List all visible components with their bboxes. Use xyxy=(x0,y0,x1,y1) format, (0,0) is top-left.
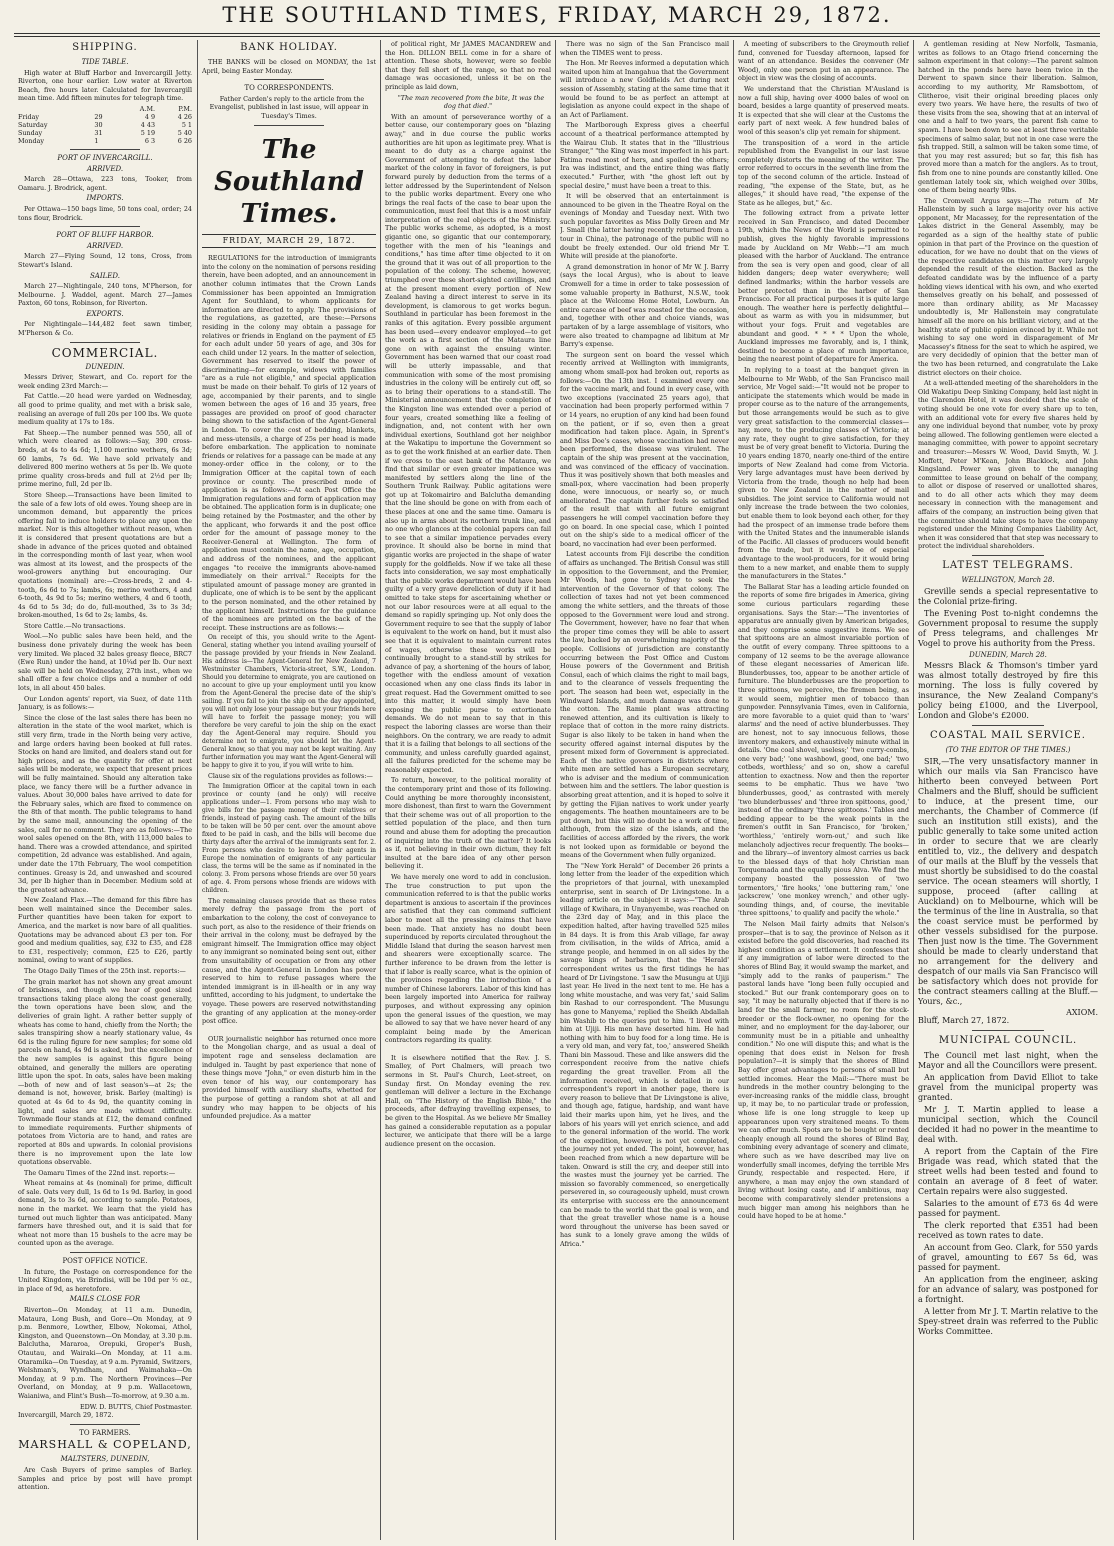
column-rule xyxy=(555,40,556,1540)
arrived-label: ARRIVED. xyxy=(86,164,124,173)
port-invercargill-imports: Per Ottawa—150 bags lime, 50 tons coal, order; 24 tons flour, Brodrick. xyxy=(18,204,192,222)
column-leader xyxy=(202,40,376,1540)
port-bluff-sailed: March 27—Nightingale, 240 tons, M'Pherson, for Melbourne. J. Waddel, agent. March 27—James Paxton, 60 tons, Robinson, for Riverton. xyxy=(18,282,192,308)
tide-am: 6 3 xyxy=(144,136,156,145)
tide-intro: High water at Bluff Harbor and Invercargill Jetty. Riverton, one hour earlier. Low water at Riverton Beach, five hours later. Calculated for Invercargill mean time. Add fifteen minutes for telegraph time. xyxy=(18,68,192,103)
correspondents-heading: TO CORRESPONDENTS. xyxy=(244,84,334,93)
news-paragraph: The Nelson Mail fairly admits that Nelson's prosper—that is to say, the province of Nelson as it existed before the gold discoveries, had reached its highest condition as a settlement. It confesses that if any immigration of labor were directed to the shores of Blind Bay, it would swamp the market, and "simply add to the ranks of pauperism." The pastoral lands have "long been fully occupied and stocked." But our frank contemporary goes on to say, "it may be naturally objected that if there is no land for the small farmer, no room for the stock-breeder or the flock-owner, no opening for the miner, and no employment for the day-laborer, our community must be in a pitiable and unhealthy condition." No one will dispute this; and what is the opening that does exist in Nelson for fresh population?—it is simply that the shores of Blind Bay offer great advantages to persons of small but settled incomes. Hear the Mail:—"There must be hundreds in the mother country belonging to the ever-increasing ranks of the middle class, brought up, it may be, to no particular trade or profession, whose life is one long struggle to keep up appearances upon very straitened means. To them we can offer much. Spots are to be bought or rented cheaply enough all round the shores of Blind Bay, combining every advantage of scenery and climate, where such as we have described may live on wonderfully small incomes, defying the terrible Mrs Grundy, respectable and respected. Here, if anywhere, a man may enjoy the own standard of living without losing caste, and if ambitious, may become with comparatively slender pretensions a much bigger man among his neighbors than he could have hoped to be at home." xyxy=(738,919,909,1221)
port-bluff-arrived: March 27—Flying Sound, 12 tons, Cross, from Stewart's Island. xyxy=(18,252,192,269)
dunedin-label: DUNEDIN. xyxy=(85,362,125,371)
telegrams-heading: LATEST TELEGRAMS. xyxy=(942,560,1074,572)
mails-close-label: MAILS CLOSE FOR xyxy=(69,1295,141,1304)
council-paragraph: Salaries to the amount of £73 6s 4d were passed for payment. xyxy=(918,1199,1098,1218)
marshall-copeland-ad: Are Cash Buyers of prime samples of Barley. Samples and price by post will have prompt attention. xyxy=(18,1465,192,1492)
sailed-label: SAILED. xyxy=(90,271,120,280)
tide-pm: 5 1 xyxy=(181,120,192,129)
news-paragraph: Latest accounts from Fiji describe the condition of affairs as unchanged. The British Consul was still in opposition to the Government, and the Premier, Mr Woods, had gone to Sydney to seek the intervention of the Governor of that colony. The collection of taxes had not yet been commenced among the white settlers, and the threats of those opposed to the Government were loud and strong. The Government, however, have no fear that when the proper time comes they will be able to assert the law, backed by an overwhelming majority of the people. Collisions of jurisdiction are constantly occurring between the Post Office and Custom House powers of the Government and British Consul, each of which claims the right to mail bags, and to the clearance of vessels frequenting the port. The season had been wet, especially in the Windward Islands, and much damage was done to the cotton. The Ramie plant was attracting renewed attention, and its cultivation is likely to replace that of cotton in the more rainy districts. Sugar is also likely to be taken in hand when the security offered against internal disputes by the present mixed form of Government is appreciated. Each of the native governors in districts where white men are settled has a European secretary, who is adviser and the medium of communication between him and the settlers. The labor question is absorbing great attention, and it is hoped to solve it by getting the Fijian natives to work under yearly engagements. The heathen mountaineers are to be put down, but this will no doubt be a work of time, although, from the size of the islands, and the facilities of access afforded by the rivers, the work is not looked upon as formidable or beyond the means of the Government when fully organized. xyxy=(560,550,729,860)
column-rule xyxy=(197,40,198,1540)
column-rule xyxy=(913,40,914,1540)
commercial-paragraph: Fat Sheep.—The number penned was 550, all of which were cleared as follows:—Say, 390 cross-breds, at 4s to 4s 6d; 1,100 merino wethers, 6s 3d; 60 lambs, 7s 6d. We have sold privately and delivered 800 merino wethers at 5s per lb. We quote prime quality cross-breds and full at 2½d per lb; prime merino, full, 2d per lb. xyxy=(18,428,192,489)
tide-table xyxy=(18,105,192,145)
port-invercargill-arrived: March 28—Ottawa, 223 tons, Tooker, from Oamaru. J. Brodrick, agent. xyxy=(18,175,192,192)
post-office-heading: POST OFFICE NOTICE. xyxy=(62,1257,148,1266)
table-row xyxy=(18,113,192,121)
maltsters-label: MALTSTERS, DUNEDIN, xyxy=(60,1455,150,1464)
coastal-mail-subheading: (TO THE EDITOR OF THE TIMES.) xyxy=(945,746,1071,755)
article-paragraph: To return, however, to the political morality of the contemporary print and those of its following. Could anything be more thoroughly inconsistent, more dishonest, than first to warn the Government that their scheme was out of all proportion to the settled population of the place, and then turn round and abuse them for adopting the precaution of inquiring into the truth of the matter? It looks as if, not believing in their own dictum, they felt insulted at the bare idea of any other person believing it. xyxy=(385,776,551,871)
tide-date: 29 xyxy=(94,112,103,121)
commercial-paragraph: The Otago Daily Times of the 25th inst. reports:— xyxy=(24,967,186,976)
divider xyxy=(972,555,1044,556)
column-rule xyxy=(733,40,734,1540)
tide-day: Monday xyxy=(18,136,45,145)
divider xyxy=(70,342,140,343)
bank-holiday-notice: THE BANKS will be closed on MONDAY, the 1st April, being Easter Monday. xyxy=(202,58,376,75)
council-paragraph: Mr J. T. Martin applied to lease a municipal section, which the Council decided it had no power in the meantime to deal with. xyxy=(918,1105,1098,1144)
divider xyxy=(272,1030,307,1031)
council-paragraph: An application from David Elliot to take gravel from the municipal property was granted. xyxy=(918,1073,1098,1102)
news-paragraph: The Marlborough Express gives a cheerful account of a theatrical performance attempted by the Wairau Club. It states that in the "Illustrious Stranger," "the King was most imperfect in his part. Fatima read most of hers, and spoiled the others; Ira was indistinct, and the entire thing was flatly executed." Further, with "the ghost left out by special desire," must have been a treat to this. xyxy=(560,121,729,190)
news-paragraph: The "New York Herald" of December 26 prints a long letter from the leader of the expedition which the proprietors of that journal, with unexampled enterprise, sent in search of Dr Livingstone. In a leading article on the subject it says:—"The Arab village of Kwihara, in Unyanyembe, was reached on the 23rd day of May, and in this place the expedition halted, after having travelled 525 miles in 84 days. It is from this Arab village, far away from civilisation, in the wilds of Africa, amid a strange people, and hemmed in on all sides by the savage kings of barbarism, that the 'Herald' correspondent writes us the first tidings he has heard of Dr Livingstone. 'I saw the Musungu at Ujiji last year. He lived in the next tent to me. He has a long white moustache, and was very fat,' said Salim bin Rashad to our correspondent. 'The Musungu has gone to Manyema,' replied the Sheikh Abdallah bin Washib to the queries put to him. 'I lived with him at Ujiji. His men have deserted him. He had nothing with him to buy food for a long time. He is a very old man, and very fat, too,' answered Sheikh Thani bin Massoud. These and like answers did the correspondent receive from the native chiefs regarding the great traveller. From all the information received, which is detailed in our correspondent's report in another page, there is every reason to believe that Dr Livingstone is alive, and though age, fatigue, hardship, and want have laid their marks upon him, yet he lives, and the labors of his years will yet enrich science, and add to the general information of the world. The work of the expedition, however, is not yet completed, the journey not yet ended. The point, however, has been reached from which a new departure will be taken. Onward is still the cry, and deeper still into the wastes must the journey yet be carried. The mission so favorably commenced, so energetically persevered in, so courageously upheld, must crown its enterprise with success ere the announcement can be made to the world that the goal is won, and that the great traveller whose name is a house word throughout the universe has been saved or has sunk to a lonely grave among the wilds of Africa." xyxy=(560,861,729,1248)
tide-col-am: A.M. xyxy=(139,104,156,113)
commercial-paragraph: Fat Cattle.—20 head were yarded on Wednesday, all good to prime quality, and met with a brisk sale, realising an average of full 20s per 100 lbs. We quote medium quality at 17s to 18s. xyxy=(18,392,192,427)
news-paragraph: The Hon. Mr Reeves informed a deputation which waited upon him at Inangahua that the Government will introduce a new Goldfields Act during next session of Assembly, stating at the same time that it would be found to be as perfect an attempt at legislation as anyone could expect in the shape of an Act of Parliament. xyxy=(560,59,729,119)
leader-paragraph: REGULATIONS for the introduction of immigrants into the colony on the nomination of persons residing therein, have been adopted, and an announcement in another column intimates that the Crown Lands Commissioner has been appointed an Immigration Agent for Southland, to whom applicants for information are directed to apply. The provisions of the regulations, as gazetted, are these:—Persons residing in the colony may obtain a passage for relatives or friends in England on the payment of £5 for each adult under 50 years of age, and 30s for each child under 12 years. In the matter of selection, Government has reserved to itself the power of discriminating—for example, widows with families "are as a rule not eligible," and special application must be made on their behalf. To girls of 12 years of age, accompanied by their parents, and to single women between the ages of 16 and 35 years, free passages are provided on proof of good character being shown to the satisfaction of the Agent-General in London. To cover the cost of bedding, blankets, and mess-utensils, a charge of 25s per head is made before embarkation. The application to nominate friends or relatives for a passage can be made at any money-order office in the colony, or to the Immigration Officer at the capital town of each province or county. The prescribed mode of application is as follows:—At each Post Office the Immigration regulations and form of application may be obtained. The application form is in duplicate; one being retained by the Postmaster, and the other by the applicant, who forwards it and the post office order for the amount of passage money to the Receiver-General at Wellington. The form of application must contain the name, age, occupation, and address of the nominees, and the applicant engages "to receive the immigrants above-named immediately on their arrival." Receipts for the stipulated amount of passage money are granted in duplicate, one of which is to be sent by the applicant to the person nominated, and the other retained by the applicant himself. Instructions for the guidance of the nominees are printed on the back of the receipt. These instructions are as follows:— xyxy=(202,254,376,632)
post-office-paragraph: In future, the Postage on correspondence for the United Kingdom, via Brindisi, will be 10d per ½ oz., in place of 9d, as heretofore. xyxy=(18,1267,192,1293)
divider xyxy=(70,226,140,227)
column-shipping-commercial xyxy=(18,40,192,1540)
coastal-mail-heading: COASTAL MAIL SERVICE. xyxy=(930,730,1086,742)
news-paragraph: In replying to a toast at the banquet given in Melbourne to Mr Webb, of the San Francisco mail service, Mr Vogel said:—"It would not be proper to anticipate the statements which would be made in proper course as to the nature of the arrangements, but those arrangements would be such as to give very great satisfaction to the commercial classes—nay, more, to the producing classes of Victoria; at any rate, they ought to give satisfaction, for they must be of very great benefit to Victoria. During the 10 years ending 1870, nearly one-third of the entire imports of New Zealand had come from Victoria. Very large advantages must have been derived by Victoria from the trade, though no help had been given to New Zealand in the matter of mail subsidies. The joint service to California would not only increase the trade between the two colonies, but enable them to look beyond each other, for they had the prospect of an immense trade before them with the United States and the innumerable islands of the Pacific. All classes of producers would benefit from the trade, but it would be of especial advantage to the wool-producers, for it would bring them to a new market, and enable them to supply the manufacturers in the States." xyxy=(738,365,909,581)
masthead-rule-2 xyxy=(14,36,1100,37)
leader-clause: The Immigration Officer at the capital town in each province or county (and he only) will receive applications under—1. From persons who may wish to give bills for the passage money of their relatives or friends, instead of paying cash. The amount of the bills to be taken will be 50 per cent. over the amount above fixed to be paid in cash, and the bills will become due thirty days after the arrival of the immigrants sent for. 2. From persons who desire to leave to their agents in Europe the nomination of emigrants of any particular class, the terms will be the same as if nominated in the colony. 3. From persons whose friends are over 50 years of age. 4. From persons whose friends are widows with children. xyxy=(202,782,376,894)
post-office-signature: EDW. D. BUTTS, Chief Postmaster. xyxy=(79,1402,192,1411)
divider xyxy=(70,1252,140,1253)
leader-instructions: On receipt of this, you should write to the Agent-General, stating whether you intend availing yourself of the passage provided by your friends in New Zealand. His address is—The Agent-General for New Zealand, 7 Westminster Chambers, Victoria-street, S.W., London. Should you determine to emigrate, you are cautioned on no account to give up your employment until you know from the Agent-General the precise date of the ship's sailing. If you fail to join the ship on the day appointed, you will not only lose your passage but your friends here will have to forfeit the passage money; you will therefore be very careful to join the ship on the exact day the Agent-General may require. Should you determine not to emigrate, you should let the Agent-General know, so that you may not be kept waiting. Any further information you may want the Agent-General will be happy to give it to you, if you will write to him. xyxy=(202,634,376,770)
news-paragraph: At a well-attended meeting of the shareholders in the Old Wakatipu Deep Sinking Company, held last night in the Clarendon Hotel, it was decided that the scale of voting should be one vote for every share up to ten, with an additional vote for every five shares held by any one individual beyond that number, vote by proxy being allowed. The following gentlemen were elected a managing committee, with power to appoint secretary and treasurer:—Messrs W. Wood, David Smyth, W. J. Moffett, Peter M'Kean, John Blacklock, and John Kingsland. Power was given to the managing committee to lease ground on behalf of the company, to allot or dispose of reserved or unallotted shares, and to do all other acts which they may deem necessary in connection with the management and affairs of the company, an instruction being given that the committee should take steps to have the company registered under the Mining Companies Liability Act, when it was considered that that step was necessary to protect the individual shareholders. xyxy=(918,379,1098,551)
divider xyxy=(254,125,324,126)
article-paragraph: With an amount of perseverance worthy of a better cause, our contemporary goes on "blazing away," and in due course the public works authorities are hit upon as legitimate prey. What is meant to do duty as a charge against the Government of attempting to defeat the labor market of the colony in favor of foreigners, is put forward purely by deduction from the terms of a letter addressed by the Superintendent of Nelson to the public works department. Every one who brings the real facts of the case to bear upon the communication, must feel that this is a most unfair interpretation of the real objects of the Ministry. The public works scheme, as adopted, is a most gigantic one, so gigantic that our contemporary, together with the men of his "leanings and conditions," has time after time objected to it on the ground that it was out of all proportion to the population of the colony. The scheme, however, triumphed over these short-sighted cavillings, and at the present moment every portion of New Zealand having a direct interest to serve in its development, is clamorous to get works begun. Southland in particular has been foremost in the ranks of this agitation. Every possible argument has been used—every endeavor employed—to get the work as a first section of the Mataura line gone on with against the ensuing winter. Government has been warned that our coast road will be utterly impassable, and that communication with some of the most promising industries in the colony will be entirely cut off, so as to bring their operations to a stand-still. The Ministerial announcement that the completion of the Kingston line was extended over a period of four years, created something like a feeling of indignation, and, not content with her own individual exertions, Southland got her neighbor at the Wakatipu to importune the Government so as to get the work finished at an earlier date. Then if we cross to the east bank of the Mataura, we find that similar or even greater impatience was manifested by settlers along the line of the Southern Trunk Railway. Public agitations were got up at Tokomairiro and Balclutha demanding that the line should be gone on with from each of these places at one and the same time. Oamaru is also up in arms about its northern trunk line, and no one who glances at the colonial papers can fail to see that a similar impatience pervades every province. It should also be borne in mind that gigantic works are projected in the shape of water supply for the goldfields. Now if we take all these facts into consideration, we say most emphatically that the public works department would have been guilty of a very grave dereliction of duty if it had omitted to take steps for ascertaining whether or not our labor resources were at all equal to the demand so rapidly springing up. Not only does the Government require to see that the supply of labor is equivalent to the work on hand, but it must also see that it is equivalent to maintain current rates of wages, otherwise these works will be continually brought to a stand-still by strikes for advance of pay, a shortening of the hours of labor, together with the endless amount of vexation occasioned when any one class finds its labor in great request. Had the Government omitted to see into this matter, it would simply have been exposing the public purse to extortionate demands. We do not mean to say that in this respect the laboring classes are worse than their neighbors. On the contrary, we are ready to admit that it is a failing that belongs to all sections of the community, and unless carefully guarded against, all the failures predicted for the scheme may be reasonably expected. xyxy=(385,112,551,774)
letter-paragraph: SIR,—The very unsatisfactory manner in which our mails via San Francisco have hitherto been conveyed between Port Chalmers and the Bluff, should be sufficient to induce, at the present time, our merchants, the Chamber of Commerce (if such an institution still exists), and the public generally to take some united action in order to secure that we are clearly entitled to, viz., the delivery and despatch of our mails at the Bluff by the vessels that must shortly be subsidised to do the coastal service. The ocean steamers will shortly, I suppose, proceed (after calling at Auckland) on to Melbourne, which will be the terminus of the line in Australia, so that the coast service must be performed by other vessels subsidised for the purpose. Then just now is the time. The Government should be made to clearly understand that no arrangement for the delivery and despatch of our mails via San Francisco will be satisfactory which does not provide for the contract steamers calling at the Bluff.—Yours, &c., xyxy=(918,756,1098,1006)
news-paragraph: The transposition of a word in the article republished from the Evangelist in our last issue completely distorts the meaning of the writer. The error referred to occurs in the seventh line from the top of the second column of the article. Instead of reading, "the expense of the State, but, as he alleges," it should have read, "the expense of the State as he alleges, but," &c. xyxy=(738,138,909,207)
port-bluff-heading: PORT OF BLUFF HARBOR. xyxy=(56,231,154,240)
council-paragraph: A letter from Mr J. T. Martin relative to the Spey-street drain was referred to the Public Works Committee. xyxy=(918,1307,1098,1336)
divider xyxy=(70,1424,140,1425)
column-local-news xyxy=(560,40,729,1540)
port-bluff-exports: Per Nightingale—144,482 feet sawn timber, M'Pherson & Co. xyxy=(18,320,192,338)
divider xyxy=(451,1049,484,1050)
news-paragraph: The Ballarat Star has a leading article founded on the reports of some fire brigades in America, giving some curious particulars regarding these organisations. Says the Star:—"The inventories of apparatus are annually given by American brigades, and they comprise some suggestive items. We see that spittoons are an almost invariable portion of the outfit of every company. Three spittoons to a company of 12 seems to be the average allowance of these elegant necessaries of American life. Blunderbusses, too, appear to be another article of furniture. The blunderbusses are the proportion to three spittoons, we perceive, the firemen being, as it would seem, mightier men of tobacco than gunpowder. Pennsylvania Times, even in California, are more favorable to a quiet quid than to 'wars' alarms' and the need of active blunderbusses. They are honest, not to say innocuous fellows, those inventory makers, and exhaustively minute withal in details. 'One coal shovel, useless;' 'two curry-combs, one very bad;' 'one washbowl, good, one bad;' 'two cotbeds, worthless;' and so on, show a careful attention to exactness. Now and then the reporter seems to be emphatic. Thus we have 'two blunderbusses, good,' as contrasted with merely 'two blunderbusses' and 'three iron spittoons, good,' instead of the ordinary 'three spittoons.' Tables and bedding appear to be the weak points in the firemen's outfit in San Francisco, for 'broken,' 'worthless,' 'entirely worn-out,' and such like melancholy adjectives recur frequently. The books—and the library—of inventory almost carries us back to the blessed days of that holy Christian man Torquemada and the equally pious Alva. We find the company boasted the possession of 'two tormentors,' 'fire hooks,' 'one buttering ram,' 'one jackscrew,' 'one monkey wrench,' and other ugly-sounding things, and, of course, the inevitable 'three spittoons,' to qualify and pacify the whole." xyxy=(738,582,909,918)
council-paragraph: The clerk reported that £351 had been received as town rates to date. xyxy=(918,1221,1098,1240)
commercial-paragraph: Our London agents' report, via Suez, of date 11th January, is as follows:— xyxy=(18,694,192,712)
letter-signature: AXIOM. xyxy=(1066,1007,1098,1017)
council-heading: MUNICIPAL COUNCIL. xyxy=(938,1035,1078,1046)
letter-date: Bluff, March 27, 1872. xyxy=(918,1016,1010,1026)
news-paragraph: The surgeon sent on board the vessel which recently arrived at Wellington with immigrants, among whom small-pox had broken out, reports as follows:—On the 13th inst. I examined every one for the vaccine mark, and found in every case, with two exceptions (vaccinated 25 years ago), that vaccination had been properly performed within 7 or 14 years, no eruption of any kind had been found on the patient, or if so, even then a great modification had taken place. Again, in Sprent's and Miss Doe's cases, whose vaccination had never been performed, the disease was virulent. The captain of the ship was present at the vaccination, and was convinced of the efficacy of vaccination. Thus it was positively shown that both measles and small-pox, where vaccination had been properly done, were innocuous, or nearly so, or much ameliorated. The captain further feels so satisfied of the result that with all future emigrant passengers he will compel vaccination before they go on board. In one special case, which I pointed out on the ship's side to a medical officer of the board, no vaccination had ever been performed. xyxy=(560,350,729,548)
tide-pm: 4 26 xyxy=(177,112,192,121)
tide-heading: TIDE TABLE. xyxy=(81,58,129,66)
news-paragraph: A gentleman residing at New Norfolk, Tasmania, writes as follows to an Otago friend concerning the salmon experiment in that colony:—The parent salmon hatched in the ponds here have been twice in the Derwent to spawn since their liberation. Salmon, according to my authority, Mr Ramsbottom, of Clitheroe, visit their original breeding places only every two years. We have here, the results of two of these visits from the sea, showing that at an interval of one and a half to two years, the parent fish came to spawn. I have been down to see at least three veritable specimens of salmo salar, but not in one case were the fish trapped. Still, a salmon will be taken some time, of that you may rest assured; but so far, this fish has proved more than a match for the anglers. As to trout, fish from one to nine pounds are constantly killed. One gentleman lately took six, which weighed over 30lbs, one of them being nearly 9lbs. xyxy=(918,40,1098,195)
masthead-title: THE SOUTHLAND TIMES, FRIDAY, MARCH 29, 1872. xyxy=(222,3,892,27)
tide-am: 4 43 xyxy=(140,120,156,129)
tide-date: 31 xyxy=(94,128,103,137)
table-row xyxy=(18,121,192,129)
commercial-paragraph: Wheat remains at 4s (nominal) for prime, difficult of sale. Oats very dull, 1s 6d to 1s 9d. Barley, in good demand, 3s to 3s 6d, according to sample. Potatoes, none in the market. We learn that the yield has turned out much lighter than was anticipated. Many farmers have threshed out, and it is said that for wheat not more than 15 bushels to the acre may be counted upon as the average. xyxy=(18,1179,192,1248)
news-paragraph: The Cromwell Argus says:—The return of Mr Hallenstein by such a large majority over his active opponent, Mr Macassey, for the representation of the Lakes district in the General Assembly, may be regarded as a sign of the healthy state of public opinion in that part of the Province on the question of education, for we have no doubt that on the views of the respective candidates on this matter very largely depended the result of the election. Backed as the defeated candidate was by the influence of a party holding views identical with his own, and who exerted themselves greatly on his behalf, and possessed of more than ordinary ability, as Mr Macassey undoubtedly is, Mr Hallenstein may congratulate himself all the more on his brilliant victory, and at the healthy state of public opinion evinced by it. While not wishing to say one word in disparagement of Mr Macassey's fitness for the seat to which he aspired, we are very decidedly of opinion that the better man of the two has been returned, and congratulate the Lake district electors on their choice. xyxy=(918,196,1098,377)
telegram-place: WELLINGTON, March 28. xyxy=(961,576,1055,585)
article-paragraph: We have merely one word to add in conclusion. The true construction to put upon the communication referred to is that the public works department is anxious to ascertain if the provinces are satisfied that they can command sufficient labor to meet all the pressing claims that have been made. That anxiety has no doubt been superinduced by reports circulated throughout the Middle Island that during the season harvest men and shearers were exceptionally scarce. The further inference to be drawn from the letter is that if labor is really scarce, what is the opinion of the provinces regarding the introduction of a number of Chinese laborers. Labor of this kind has been largely imported into America for railway purposes, and without expressing any opinion upon the general issues of the question, we may be allowed to say that we have never heard of any complaint being made by the American contractors regarding its quality. xyxy=(385,873,551,1045)
column-rule xyxy=(380,40,381,1540)
tide-day: Saturday xyxy=(18,120,48,129)
council-paragraph: A report from the Captain of the Fire Brigade was read, which stated that the street wells had been tested and found to contain an average of 8 feet of water. Certain repairs were also suggested. xyxy=(918,1147,1098,1196)
tide-am: 5 19 xyxy=(140,128,156,137)
column-news-continued xyxy=(738,40,909,1540)
divider xyxy=(254,79,324,80)
tide-header-row xyxy=(18,105,192,113)
article-paragraph: of political right, Mr JAMES MACANDREW and the Hon. DILLON BELL come in for a share of attention. These shots, however, were so feeble that they fell short of the range, so that no real damage was occasioned, unless it be on the principle as laid down, xyxy=(385,40,551,91)
correspondents-notice: Father Carden's reply to the article from the Evangelist, published in last issue, will appear in Tuesday's Times. xyxy=(209,94,369,120)
shipping-heading: SHIPPING. xyxy=(72,42,138,53)
dateline: FRIDAY, MARCH 29, 1872. xyxy=(202,234,376,249)
tide-pm: 5 40 xyxy=(177,128,192,137)
farmers-heading: TO FARMERS. xyxy=(79,1428,131,1437)
imports-label: IMPORTS. xyxy=(86,194,124,203)
council-paragraph: The Council met last night, when the Mayor and all the Councillors were present. xyxy=(918,1051,1098,1070)
telegram-paragraph: Greville sends a special representative to the Colonial prize-firing. xyxy=(918,586,1098,606)
commercial-heading: COMMERCIAL. xyxy=(51,345,159,360)
commercial-paragraph: The grain market has not shown any great amount of briskness, and though we hear of good sized transactions taking place along the coast generally, the town operations have been slow, and the deliveries of grain light. A rather better supply of wheats has come to hand, chiefly from the North; the sales transpiring show a nearly stationary value, 4s 6d is the ruling figure for new samples; for some old parcels on hand, 4s 9d is asked, but the excellence of the new samples is against this figure being obtained, and generally the millers are operating little upon the spot. In oats, sales have been making—both of new and of last season's—at 2s; the demand is not, however, brisk. Barley (malting) is quoted at 4s 6d to 4s 9d, the quantity coming in light, and sales are made without difficulty. Townmade flour stands at £12, the demand confined to immediate requirements. Further shipments of potatoes from Victoria are to hand, and rates are reported at 80s and upwards. In colonial provisions there is no improvement upon the late low quotations observable. xyxy=(18,977,192,1167)
commercial-paragraph: Messrs Driver, Stewart, and Co. report for the week ending 23rd March:— xyxy=(18,373,192,390)
newspaper-nameplate: The Southland Times. xyxy=(214,134,364,229)
article-paragraph: It is elsewhere notified that the Rev. J. S. Smalley, of Port Chalmers, will preach two sermons in St. Paul's Church, Leet-street, on Sunday first. On Monday evening the rev. gentleman will deliver a lecture in the Exchange Hall, on "The History of the English Bible," the proceeds, after defraying travelling expenses, to be given to the Hospital. As we believe Mr Smalley has gained a considerable reputation as a popular lecturer, we anticipate that there will be a large audience present on the occasion. xyxy=(385,1053,551,1148)
masthead-rule xyxy=(14,33,1100,34)
post-office-schedule: Riverton—On Monday, at 11 a.m. Dunedin, Mataura, Long Bush, and Gore—On Monday, at 9 p.m. Benmore, Lowther, Elbow, Nokomai, Athol, Kingston, and Queenstown—On Monday, at 3.30 p.m. Balclutha, Mararoa, Orepuki, Groper's Bush, Otautau, and Wairaki—On Monday, at 11 a.m. Otaramika—On Tuesday, at 9 a.m. Pyramid, Switzers, Welshman's, Wyndham, and Waimahaka—On Monday, at 9 p.m. The Northern Provinces—Per Overland, on Monday, at 9 p.m. Wallacetown, Waianiwa, and Flint's Bush—To-morrow, at 9.30 a.m. xyxy=(18,1306,192,1400)
telegram-paragraph: The Evening Post to-night condemns the Government proposal to resume the supply of Press telegrams, and challenges Mr Vogel to prove his authority from the Press. xyxy=(918,608,1098,648)
commercial-paragraph: The Oamaru Times of the 22nd inst. reports:— xyxy=(24,1168,176,1177)
port-invercargill-heading: PORT OF INVERCARGILL. xyxy=(57,153,153,162)
column-telegrams-council xyxy=(918,40,1098,1540)
leader-paragraph: Clause six of the regulations provides as follows:— xyxy=(208,772,373,781)
council-paragraph: An account from Geo. Clark, for 550 yards of gravel, amounting to £67 5s 6d, was passed for payment. xyxy=(918,1243,1098,1272)
telegram-place: DUNEDIN, March 28. xyxy=(969,650,1047,659)
table-row xyxy=(18,129,192,137)
news-paragraph: A grand demonstration in honor of Mr W. J. Barry (says the local Argus), who is about to leave Cromwell for a time in order to take possession of some valuable property in Bathurst, N.S.W., took place at the Welcome Home Hotel, Lowburn. An entire carcase of beef was roasted for the occasion, and, together with other and choice viands, was partaken of by a large assemblage of visitors, who were also treated to champagne ad libitum at Mr Barry's expense. xyxy=(560,262,729,349)
table-row xyxy=(18,137,192,145)
commercial-paragraph: Since the close of the last sales there has been no alteration in the state of the wool market, which is still very firm, trade in the North being very active, and large orders having been booked at full rates. Stocks on hand are limited, and dealers stand out for high prices, and as the quantity for offer at next sales will be moderate, we expect that present prices will be fully maintained. Should any alteration take place, we fancy there will be a further advance in values. About 30,000 bales have arrived to date for the February sales, which are fixed to commence on the 8th of that month. The public telegrams to hand by the same mail, announcing the opening of the sales, call for no comment. They are as follows:—The wool sales opened on the 8th, with 113,000 bales to hand. There was a crowded attendance, and spirited competition, 2d advance was established. And again, under date the 17th February, The wool competition continues. Greasy is 2d, and unwashed and scoured 3d, per lb higher than in December. Medium sold at the greatest advance. xyxy=(18,713,192,894)
tide-pm: 6 26 xyxy=(177,136,192,145)
tide-col-pm: P.M. xyxy=(178,104,192,113)
tide-col-day xyxy=(18,105,94,113)
divider xyxy=(972,725,1044,726)
news-paragraph: There was no sign of the San Francisco mail when the TIMES went to press. xyxy=(560,40,729,57)
exports-label: EXPORTS. xyxy=(86,309,124,318)
bank-holiday-heading: BANK HOLIDAY. xyxy=(240,42,338,53)
tide-day: Sunday xyxy=(18,128,43,137)
divider xyxy=(972,1030,1044,1031)
tide-date: 1 xyxy=(94,136,99,145)
news-paragraph: A meeting of subscribers to the Greymouth relief fund, convened for Tuesday afternoon, lapsed for want of an attendance. Besides the convener (Mr Wood), only one person put in an appearance. The object in view was the closing of accounts. xyxy=(738,40,909,83)
divider xyxy=(70,149,140,150)
tide-col-date xyxy=(94,105,115,113)
commercial-paragraph: Store Cattle.—No transactions. xyxy=(24,621,126,630)
arrived-label: ARRIVED. xyxy=(86,241,124,250)
news-paragraph: It will be observed that an entertainment is announced to be given in the Theatre Royal on the evenings of Monday and Tuesday next. With two such popular favorites as Miss Dolly Green and Mr J. Small (the latter having recently returned from a tour in China), the patronage of the public will no doubt be freely extended. Our old friend Mr T. White will preside at the pianoforte. xyxy=(560,192,729,261)
telegram-paragraph: Messrs Black & Thomson's timber yard was almost totally destroyed by fire this morning. The loss is fully covered by insurance, the New Zealand Company's policy being £1000, and the Liverpool, London and Globe's £2000. xyxy=(918,661,1098,721)
leader-paragraph: The remaining clauses provide that as these rates merely defray the passage from the port of embarkation to the colony, the cost of conveyance to such port, as also to the residence of their friends on their arrival in the colony, must be defrayed by the emigrant himself. The Immigration office may object to any immigrant so nominated being sent out, either from unsuitability of occupation or from any other cause, and the Agent-General in London has power reserved to him to refuse passages where the intended immigrant is in ill-health or in any way unfitted, according to his judgment, to undertake the voyage. These powers are reserved notwithstanding the granting of any application at the money-order post office. xyxy=(202,896,376,1026)
commercial-paragraph: Store Sheep.—Transactions have been limited to the sale of a few lots of old ewes. Young sheep are in uncommon demand, but apparently the prices offering fail to induce holders to place any upon the market. Nor is this altogether without reason, when it is considered that present quotations are but a shade in advance of the prices quoted and obtained in the corresponding month of last year, when wool was almost at its lowest, and the prospects of the wool-growers anything but encouraging. Our quotations (nominal) are:—Cross-breds, 2 and 4-tooth, 6s 6d to 7s; lambs, 6s; merino wethers, 4 and 6-tooth, 4s 9d to 5s; merino wethers, 4 and 6 tooth, 4s 6d to 5s 3d; do do, full-mouthed, 3s to 3s 3d; broken-mouthed, 1s 6d to 2s; lambs, 4s. xyxy=(18,490,192,620)
tide-date: 30 xyxy=(94,120,103,129)
verse-quote: "The man recovered from the bite, It was the dog that died." xyxy=(397,93,545,111)
tide-am: 4 9 xyxy=(144,112,156,121)
marshall-copeland-name: MARSHALL & COPELAND, xyxy=(18,1438,192,1452)
council-paragraph: An application from the engineer, asking for an advance of salary, was postponed for a fortnight. xyxy=(918,1275,1098,1304)
commercial-paragraph: Wool.—No public sales have been held, and the business done privately during the week has been very limited. We placed 32 bales greasy fleece, BRC7 (Ewe Run) under the hand, at 10¼d per lb. Our next sale will be held on Wednesday, 27th inst., when we shall offer a few choice clips and a number of odd lots, in all about 450 bales. xyxy=(18,632,192,693)
news-paragraph: The following extract from a private letter received in San Francisco, and dated December 19th, which the News of the World is permitted to publish, gives the highly favorable impressions made by Auckland on Mr Webb:—"I am much pleased with the harbor of Auckland. The entrance from the sea is very open and good, clear of all hidden dangers; deep water everywhere; well defined landmarks; within the harbor vessels are better protected than in the harbor of San Francisco. For all practical purposes it is quite large enough. The weather here is perfectly delightful—about as warm as with you in midsummer, but without your fogs. Fruit and vegetables are abundant and good. * * * * Upon the whole, Auckland impresses me favorably, and is, I think, destined to become a place of much importance, being the nearest point of departure for America. xyxy=(738,209,909,364)
tide-day: Friday xyxy=(18,112,40,121)
leader-paragraph: OUR journalistic neighbor has returned once more to the Mongolian charge, and as usual a deal of impotent rage and senseless declamation are indulged in. Taught by past experience that none of these things move "John," or even disturb him in the even tenor of his way, our contemporary has provided himself with auxiliary shafts, whetted for the purpose of getting a random shot at all and sundry who may happen to be objects of his unfounded prejudice. As a matter xyxy=(202,1034,376,1121)
column-leader-continued xyxy=(385,40,551,1540)
commercial-paragraph: New Zealand Flax.—The demand for this fibre has been well maintained since the December sales. Further quantities have been taken for export to America, and the market is now bare of all qualities. Quotations may be advanced about £3 per ton. For good and medium qualities, say, £32 to £35, and £28 to £31, respectively; common, £25 to £26, partly nominal, owing to want of supplies. xyxy=(18,896,192,965)
news-paragraph: We understand that the Christian M'Ausland is now a full ship, having over 4000 bales of wool on board, besides a large quantity of preserved meats. It is expected that she will clear at the Customs the early part of next week. A few hundred bales of wool of this season's clip yet remain for shipment. xyxy=(738,84,909,136)
post-office-date: Invercargill, March 29, 1872. xyxy=(18,1411,114,1420)
